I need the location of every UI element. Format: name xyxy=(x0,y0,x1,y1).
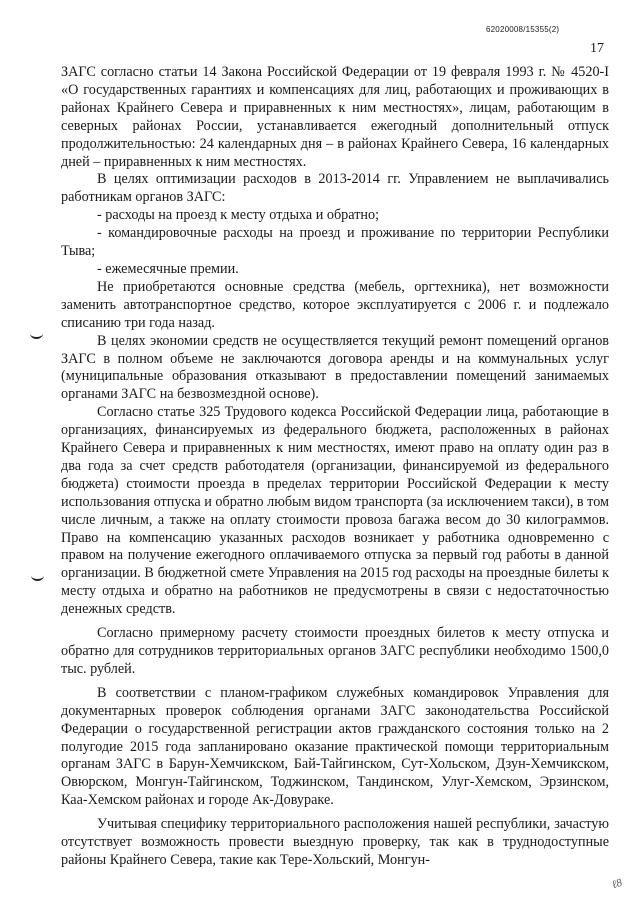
paragraph: ЗАГС согласно статьи 14 Закона Российской Федерации от 19 февраля 1993 г. № 4520-I «О государственных гарантиях и компенсациях для лиц, работающих и проживающих в районах Крайнего Севера и приравненных к ним местностях», лицам, работающим в северных районах России, устанавливается ежегодный дополнительный отпуск продолжительностью: 24 календарных дня – в районах Крайнего Севера, 16 календарных дней – приравненных к ним местностях. xyxy=(61,64,609,170)
paragraph: Согласно статье 325 Трудового кодекса Российской Федерации лица, работающие в организациях, финансируемых из федерального бюджета, расположенных в районах Крайнего Севера и приравненных к ним местностях, имеют право на оплату один раз в два года за счет средств работодателя (организации, финансируемой из федерального бюджета) стоимости проезда в пределах территории Российской Федерации к месту использования отпуска и обратно любым видом транспорта (за исключением такси), в том числе личным, а также на оплату стоимости провоза багажа весом до 30 килограммов. Право на компенсацию указанных расходов возникает у работника одновременно с правом на получение ежегодного оплачиваемого отпуска за первый год работы в данной организации. В бюджетной смете Управления на 2015 год расходы на проездные билеты к месту отдыха и обратно на работников не предусмотрены в связи с недостаточностью денежных средств. xyxy=(61,404,609,618)
list-item: - командировочные расходы на проезд и проживание по территории Республики Тыва; xyxy=(61,225,609,260)
margin-check-mark-2 xyxy=(31,570,44,581)
document-body xyxy=(61,64,609,870)
list-item: - ежемесячные премии. xyxy=(97,260,239,277)
paragraph: В целях оптимизации расходов в 2013-2014 гг. Управлением не выплачивались работникам органов ЗАГС: xyxy=(61,171,609,206)
paragraph: Учитывая специфику территориального расположения нашей республики, зачастую отсутствует возможность провести выездную проверку, так как в труднодоступные районы Крайнего Севера, такие как Тере-Хольский, Монгун- xyxy=(61,816,609,868)
margin-check-mark-1 xyxy=(30,328,43,339)
list-item: - расходы на проезд к месту отдыха и обратно; xyxy=(97,207,380,224)
page-number: 17 xyxy=(590,41,604,56)
paragraph: В целях экономии средств не осуществляется текущий ремонт помещений органов ЗАГС в полном объеме не заключаются договора аренды и на коммунальных услуг (муниципальные образования отказывают в предоставлении помещений занимаемых органами ЗАГС на безвозмездной основе). xyxy=(61,332,609,403)
paragraph: Не приобретаются основные средства (мебель, оргтехника), нет возможности заменить автотранспортное средство, которое эксплуатируется с 2006 г. и подлежало списанию три года назад. xyxy=(61,278,609,331)
paragraph: В соответствии с планом-графиком служебных командировок Управления для документарных проверок соблюдения органами ЗАГС законодательства Российской Федерации о государственной регистрации актов гражданского состояния только на 2 полугодие 2015 года запланировано оказание практической помощи территориальным органам ЗАГС в Барун-Хемчикском, Бай-Тайгинском, Сут-Хольском, Дзун-Хемчикском, Овюрском, Монгун-Тайгинском, Тоджинском, Тандинском, Улуг-Хемском, Эрзинском, Каа-Хемском районах и городе Ак-Довураке. xyxy=(61,684,609,809)
document-id: 62020008/15355(2) xyxy=(486,25,560,34)
paragraph: Согласно примерному расчету стоимости проездных билетов к месту отпуска и обратно для сотрудников территориальных органов ЗАГС республики необходимо 1500,0 тыс. рублей. xyxy=(61,625,609,677)
corner-handwritten-mark: ℓ8 xyxy=(610,876,624,892)
